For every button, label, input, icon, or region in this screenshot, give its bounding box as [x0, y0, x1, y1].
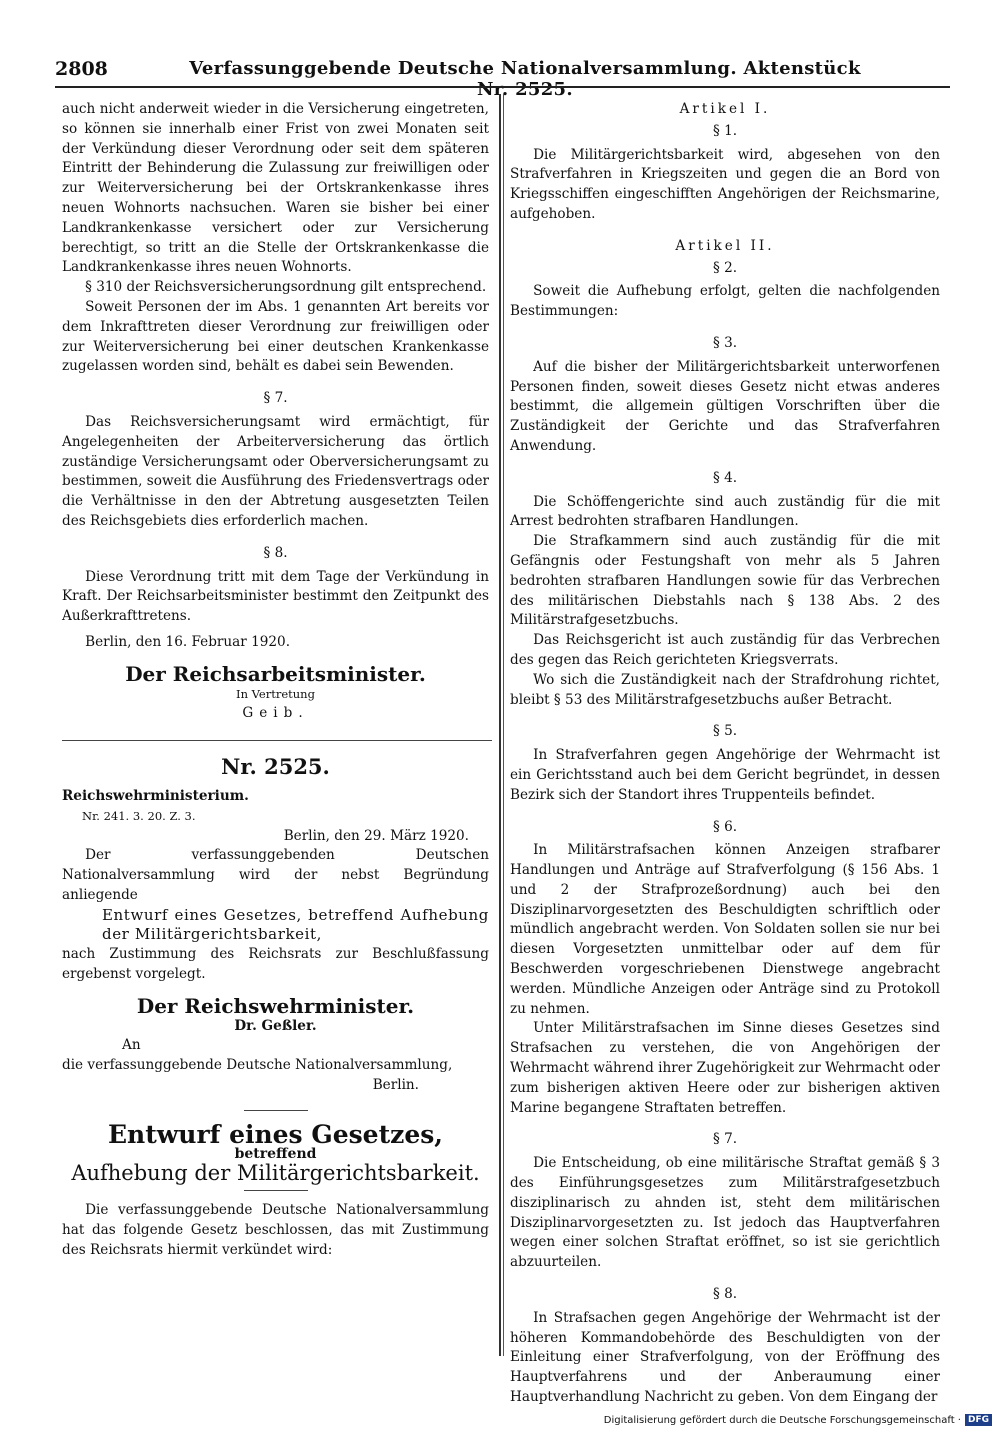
- addressee: die verfassunggebende Deutsche Nationalversammlung,: [62, 1057, 453, 1074]
- paragraph: Diese Verordnung tritt mit dem Tage der Verkündung in Kraft. Der Reichsarbeitsminister bestimmt den Zeitpunkt des Außerkrafttretens.: [62, 568, 489, 625]
- minister-title: Der Reichswehrminister.: [136, 993, 415, 1018]
- section-heading: § 5.: [712, 723, 738, 740]
- paragraph: auch nicht anderweit wieder in die Versicherung eingetreten, so können sie innerhalb einer Frist von zwei Monaten seit der Verkündung dieser Verordnung oder seit dem späteren Eintritt der Behinderung die Zulassung zur freiwilligen oder zur Weiterversicherung bei der Ortskrankenkasse ihres neuen Wohnorts nachsuchen. Waren sie bisher bei einer Landkrankenkasse versichert oder zur Versicherung berechtigt, so tritt an die Stelle der Ortskrankenkasse die Landkrankenkasse ihres neuen Wohnorts.: [62, 101, 489, 276]
- column-divider-inner: [503, 94, 504, 1356]
- document-number: Nr. 2525.: [221, 754, 330, 780]
- section-heading: § 7.: [712, 1131, 738, 1148]
- paragraph: Das Reichsversicherungsamt wird ermächtigt, für Angelegenheiten der Arbeiterversicherung das örtlich zuständige Versicherungsamt oder Oberversicherungsamt zu bestimmen, soweit die Ausführung des Friedensvertrags oder die Verhältnisse in den der Abtretung ausgesetzten Teilen des Reichsgebiets dies erforderlich machen.: [62, 413, 489, 529]
- paragraph: Die Entscheidung, ob eine militärische Straftat gemäß § 3 des Einführungsgesetzes zum Militärstrafgesetzbuch disziplinarisch zu ahnden ist, steht dem militärischen Disziplinarvorgesetzten zu. Ist jedoch das Hauptverfahren wegen einer solchen Straftat eröffnet, so ist sie gerichtlich abzuurteilen.: [510, 1155, 940, 1271]
- section-heading: § 1.: [712, 122, 738, 139]
- left-column: [62, 100, 489, 1261]
- paragraph: Die Schöffengerichte sind auch zuständig für die mit Arrest bedrohten strafbaren Handlungen.: [510, 493, 940, 530]
- header-rule: [55, 86, 950, 88]
- signer-name: Dr. Geßler.: [234, 1017, 317, 1034]
- paragraph: In Strafverfahren gegen Angehörige der Wehrmacht ist ein Gerichtsstand auch bei dem Gericht begründet, in dessen Bezirk sich der Standort ihres Truppenteils befindet.: [510, 747, 940, 803]
- addressee-prefix: An: [122, 1037, 141, 1054]
- paragraph: Der verfassunggebenden Deutschen Nationalversammlung wird der nebst Begründung anliegende: [62, 847, 489, 903]
- section-heading: § 4.: [712, 469, 738, 486]
- bill-title-connector: betreffend: [234, 1145, 317, 1162]
- ministry-name: Reichswehrministerium.: [62, 787, 249, 804]
- dfg-logo: DFG: [965, 1414, 992, 1426]
- bill-title-quote: Entwurf eines Gesetzes, betreffend Aufhebung der Militärgerichtsbarkeit,: [102, 905, 489, 944]
- bill-subtitle: Aufhebung der Militärgerichtsbarkeit.: [71, 1161, 480, 1186]
- divider: [62, 740, 492, 741]
- section-heading: § 8.: [712, 1286, 738, 1303]
- signer-name: Geib.: [242, 705, 309, 722]
- paragraph: Unter Militärstrafsachen im Sinne dieses Gesetzes sind Strafsachen zu verstehen, die von Angehörigen der Wehrmacht während ihrer Zugehörigkeit zur Wehrmacht oder zum bisherigen aktiven Heere oder zur bisherigen aktiven Marine begangene Straftaten betreffen.: [510, 1020, 940, 1116]
- paragraph: In Strafsachen gegen Angehörige der Wehrmacht ist der höheren Kommandobehörde des Beschuldigten von der Einleitung einer Strafverfolgung, von der Eröffnung des Hauptverfahrens und der Anberaumung einer Hauptverhandlung Nachricht zu geben. Von dem Eingang der: [510, 1309, 940, 1406]
- paragraph: Soweit die Aufhebung erfolgt, gelten die nachfolgenden Bestimmungen:: [510, 283, 940, 320]
- paragraph: Wo sich die Zuständigkeit nach der Strafdrohung richtet, bleibt § 53 des Militärstrafgesetzbuchs außer Betracht.: [510, 671, 940, 708]
- minister-title: Der Reichsarbeitsminister.: [125, 661, 426, 686]
- column-divider: [499, 94, 501, 1356]
- paragraph: nach Zustimmung des Reichsrats zur Beschlußfassung ergebenst vorgelegt.: [62, 946, 489, 983]
- credit-text: Digitalisierung gefördert durch die Deutsche Forschungsgemeinschaft ·: [603, 1414, 961, 1426]
- page-number: 2808: [55, 58, 108, 80]
- divider: [244, 1110, 308, 1111]
- addressee-city: Berlin.: [372, 1077, 419, 1094]
- section-heading: § 2.: [712, 259, 738, 276]
- article-heading: Artikel II.: [675, 237, 775, 254]
- divider: [244, 1190, 308, 1191]
- digitization-credit: [604, 1414, 992, 1426]
- section-heading: § 7.: [263, 390, 288, 407]
- article-heading: Artikel I.: [679, 101, 771, 117]
- paragraph: § 310 der Reichsversicherungsordnung gilt entsprechend.: [85, 279, 487, 296]
- page-header: [55, 58, 950, 100]
- paragraph: In Militärstrafsachen können Anzeigen strafbarer Handlungen und Anträge auf Strafverfolgung (§ 156 Abs. 1 und 2 der Strafprozeßordnung) auch bei den Disziplinarvorgesetzten des Beschuldigten schriftlich oder mündlich angebracht werden. Von Soldaten sollen sie nur bei diesen Vorgesetzten unmittelbar oder auf dem für Beschwerden vorgeschriebenen Dienstwege angebracht werden. Mündliche Anzeigen oder Anträge sind zu Protokoll zu nehmen.: [510, 842, 940, 1017]
- paragraph: Die Strafkammern sind auch zuständig für die mit Gefängnis oder Festungshaft von mehr als 5 Jahren bedrohten strafbaren Handlungen sowie für das Verbrechen des militärischen Diebstahls nach § 138 Abs. 2 des Militärstrafgesetzbuchs.: [510, 533, 940, 629]
- date-line: Berlin, den 29. März 1920.: [283, 827, 469, 844]
- reference-number: Nr. 241. 3. 20. Z. 3.: [82, 808, 196, 823]
- running-head: Verfassunggebende Deutsche Nationalversammlung. Aktenstück Nr. 2525.: [189, 58, 861, 100]
- paragraph: Die verfassunggebende Deutsche Nationalversammlung hat das folgende Gesetz beschlossen, das mit Zustimmung des Reichsrats hiermit verkündet wird:: [62, 1202, 489, 1258]
- section-heading: § 3.: [712, 334, 738, 351]
- right-column: [510, 100, 940, 1408]
- paragraph: Soweit Personen der im Abs. 1 genannten Art bereits vor dem Inkrafttreten dieser Verordnung zur freiwilligen oder zur Weiterversicherung bei einer deutschen Krankenkasse zugelassen worden sind, behält es dabei sein Bewenden.: [62, 298, 489, 375]
- paragraph: Die Militärgerichtsbarkeit wird, abgesehen von den Strafverfahren in Kriegszeiten und gegen die an Bord von Kriegsschiffen eingeschifften Angehörigen der Reichsmarine, aufgehoben.: [510, 146, 940, 222]
- section-heading: § 8.: [263, 544, 288, 561]
- bill-title: Entwurf eines Gesetzes,: [107, 1119, 444, 1149]
- paragraph: Das Reichsgericht ist auch zuständig für das Verbrechen des gegen das Reich gerichteten Kriegsverrats.: [510, 632, 940, 668]
- date-line: Berlin, den 16. Februar 1920.: [85, 633, 291, 650]
- section-heading: § 6.: [712, 818, 738, 835]
- paragraph: Auf die bisher der Militärgerichtsbarkeit unterworfenen Personen finden, soweit dieses Gesetz nicht etwas anderes bestimmt, die allgemein gültigen Vorschriften über die Zuständigkeit der Gerichte und das Strafverfahren Anwendung.: [510, 358, 940, 454]
- in-vertretung: In Vertretung: [236, 686, 315, 701]
